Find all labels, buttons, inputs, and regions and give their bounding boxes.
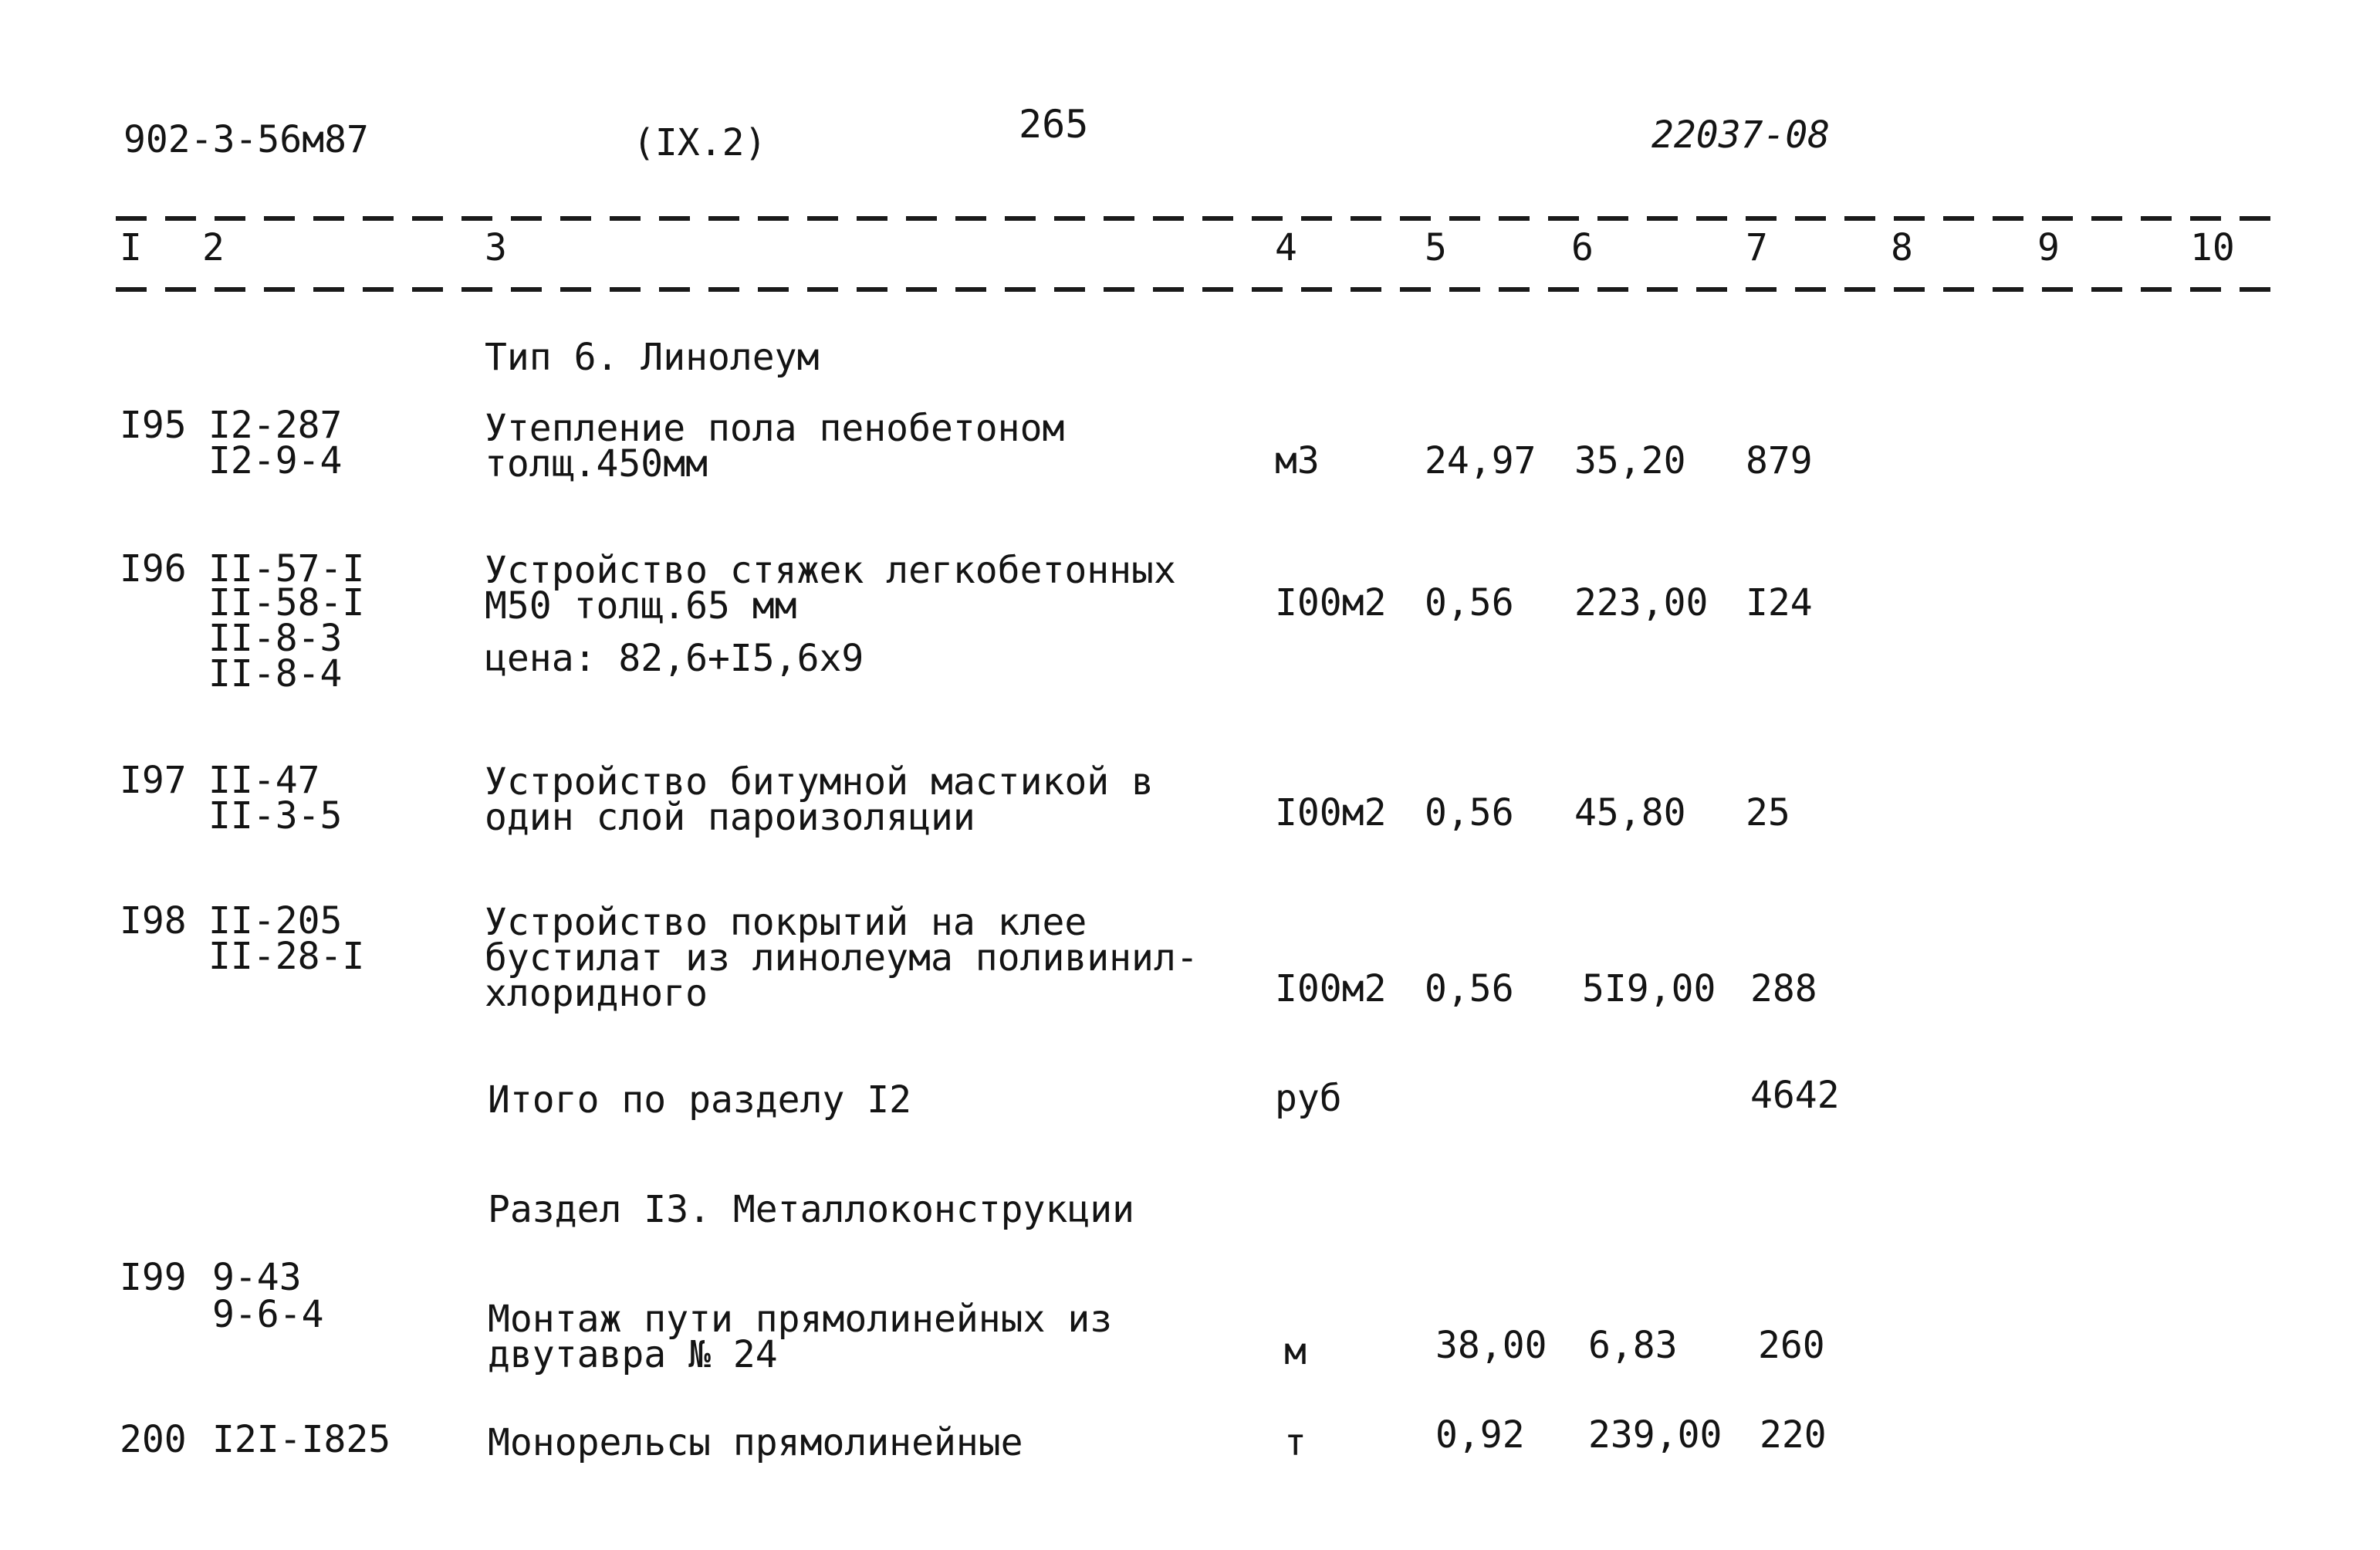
col-6: 6: [1571, 226, 1594, 269]
row-desc: М50 толщ.65 мм: [485, 584, 797, 628]
doc-code: 902-3-56м87: [123, 118, 369, 161]
row-code: I2-287: [208, 404, 343, 447]
row-desc: хлоридного: [485, 972, 708, 1015]
row-code: I2I-I825: [212, 1418, 391, 1461]
row-unit: I00м2: [1275, 791, 1387, 834]
row-code: II-58-I: [208, 581, 365, 624]
row-qty: 0,56: [1425, 581, 1514, 624]
row-desc: бустилат из линолеума поливинил-: [485, 936, 1198, 980]
section-code: (IX.2): [633, 121, 767, 164]
row-num: I96: [120, 547, 187, 591]
subtotal-unit: руб: [1275, 1077, 1342, 1120]
row-qty: 0,56: [1425, 967, 1514, 1010]
row-qty: 0,56: [1425, 791, 1514, 834]
row-code: II-205: [208, 899, 343, 943]
row-price: 5I9,00: [1582, 967, 1716, 1010]
row-unit: I00м2: [1275, 967, 1387, 1010]
row-price: 6,83: [1588, 1324, 1678, 1367]
header-rule-bottom: [116, 287, 2277, 292]
row-desc: Монтаж пути прямолинейных из: [488, 1298, 1113, 1341]
row-unit: I00м2: [1275, 581, 1387, 624]
row-unit: м3: [1275, 439, 1320, 482]
row-qty: 38,00: [1435, 1324, 1547, 1367]
row-desc: Утепление пола пенобетоном: [485, 407, 1065, 450]
row-code: 9-6-4: [212, 1293, 324, 1336]
row-desc: Устройство покрытий на клее: [485, 901, 1087, 944]
row-code: II-8-4: [208, 652, 343, 695]
col-2: 2: [202, 226, 225, 269]
row-code: I2-9-4: [208, 439, 343, 482]
ref-code: 22037-08: [1651, 113, 1831, 157]
row-num: I95: [120, 404, 187, 447]
row-desc: один слой пароизоляции: [485, 796, 975, 839]
page-number: 265: [1019, 102, 1089, 147]
row-code: II-28-I: [208, 935, 365, 978]
row-code: II-8-3: [208, 617, 343, 660]
row-total: 288: [1750, 967, 1817, 1010]
col-4: 4: [1275, 226, 1297, 269]
row-total: I24: [1746, 581, 1813, 624]
row-num: 200: [120, 1418, 187, 1461]
subtotal-label: Итого по разделу I2: [488, 1078, 912, 1122]
row-desc: Монорельсы прямолинейные: [488, 1421, 1023, 1464]
row-num: I98: [120, 899, 187, 943]
col-8: 8: [1891, 226, 1913, 269]
col-3: 3: [485, 226, 507, 269]
col-10: 10: [2190, 226, 2235, 269]
row-unit: т: [1284, 1421, 1307, 1464]
row-total: 25: [1746, 791, 1790, 834]
header-rule-top: [116, 216, 2277, 221]
subtotal-total: 4642: [1750, 1074, 1840, 1117]
row-unit: м: [1284, 1330, 1307, 1373]
row-code: II-47: [208, 759, 320, 802]
col-5: 5: [1425, 226, 1447, 269]
section-heading: Тип 6. Линолеум: [485, 336, 820, 379]
row-code: II-3-5: [208, 794, 343, 838]
row-num: I97: [120, 759, 187, 802]
row-qty: 0,92: [1435, 1413, 1525, 1457]
col-7: 7: [1746, 226, 1768, 269]
row-qty: 24,97: [1425, 439, 1537, 482]
col-1: I: [120, 226, 142, 269]
row-code: II-57-I: [208, 547, 365, 591]
row-price: 223,00: [1574, 581, 1709, 624]
row-desc: Устройство битумной мастикой в: [485, 760, 1154, 804]
row-price: 45,80: [1574, 791, 1686, 834]
row-price: 35,20: [1574, 439, 1686, 482]
row-price: 239,00: [1588, 1413, 1722, 1457]
row-total: 220: [1760, 1413, 1827, 1457]
row-note: цена: 82,6+I5,6x9: [485, 637, 864, 680]
row-total: 879: [1746, 439, 1813, 482]
row-total: 260: [1758, 1324, 1825, 1367]
col-9: 9: [2037, 226, 2060, 269]
row-desc: толщ.450мм: [485, 442, 708, 486]
row-code: 9-43: [212, 1256, 302, 1299]
section-heading: Раздел I3. Металлоконструкции: [488, 1188, 1135, 1231]
row-desc: Устройство стяжек легкобетонных: [485, 549, 1176, 592]
row-desc: двутавра № 24: [488, 1333, 778, 1376]
row-num: I99: [120, 1256, 187, 1299]
